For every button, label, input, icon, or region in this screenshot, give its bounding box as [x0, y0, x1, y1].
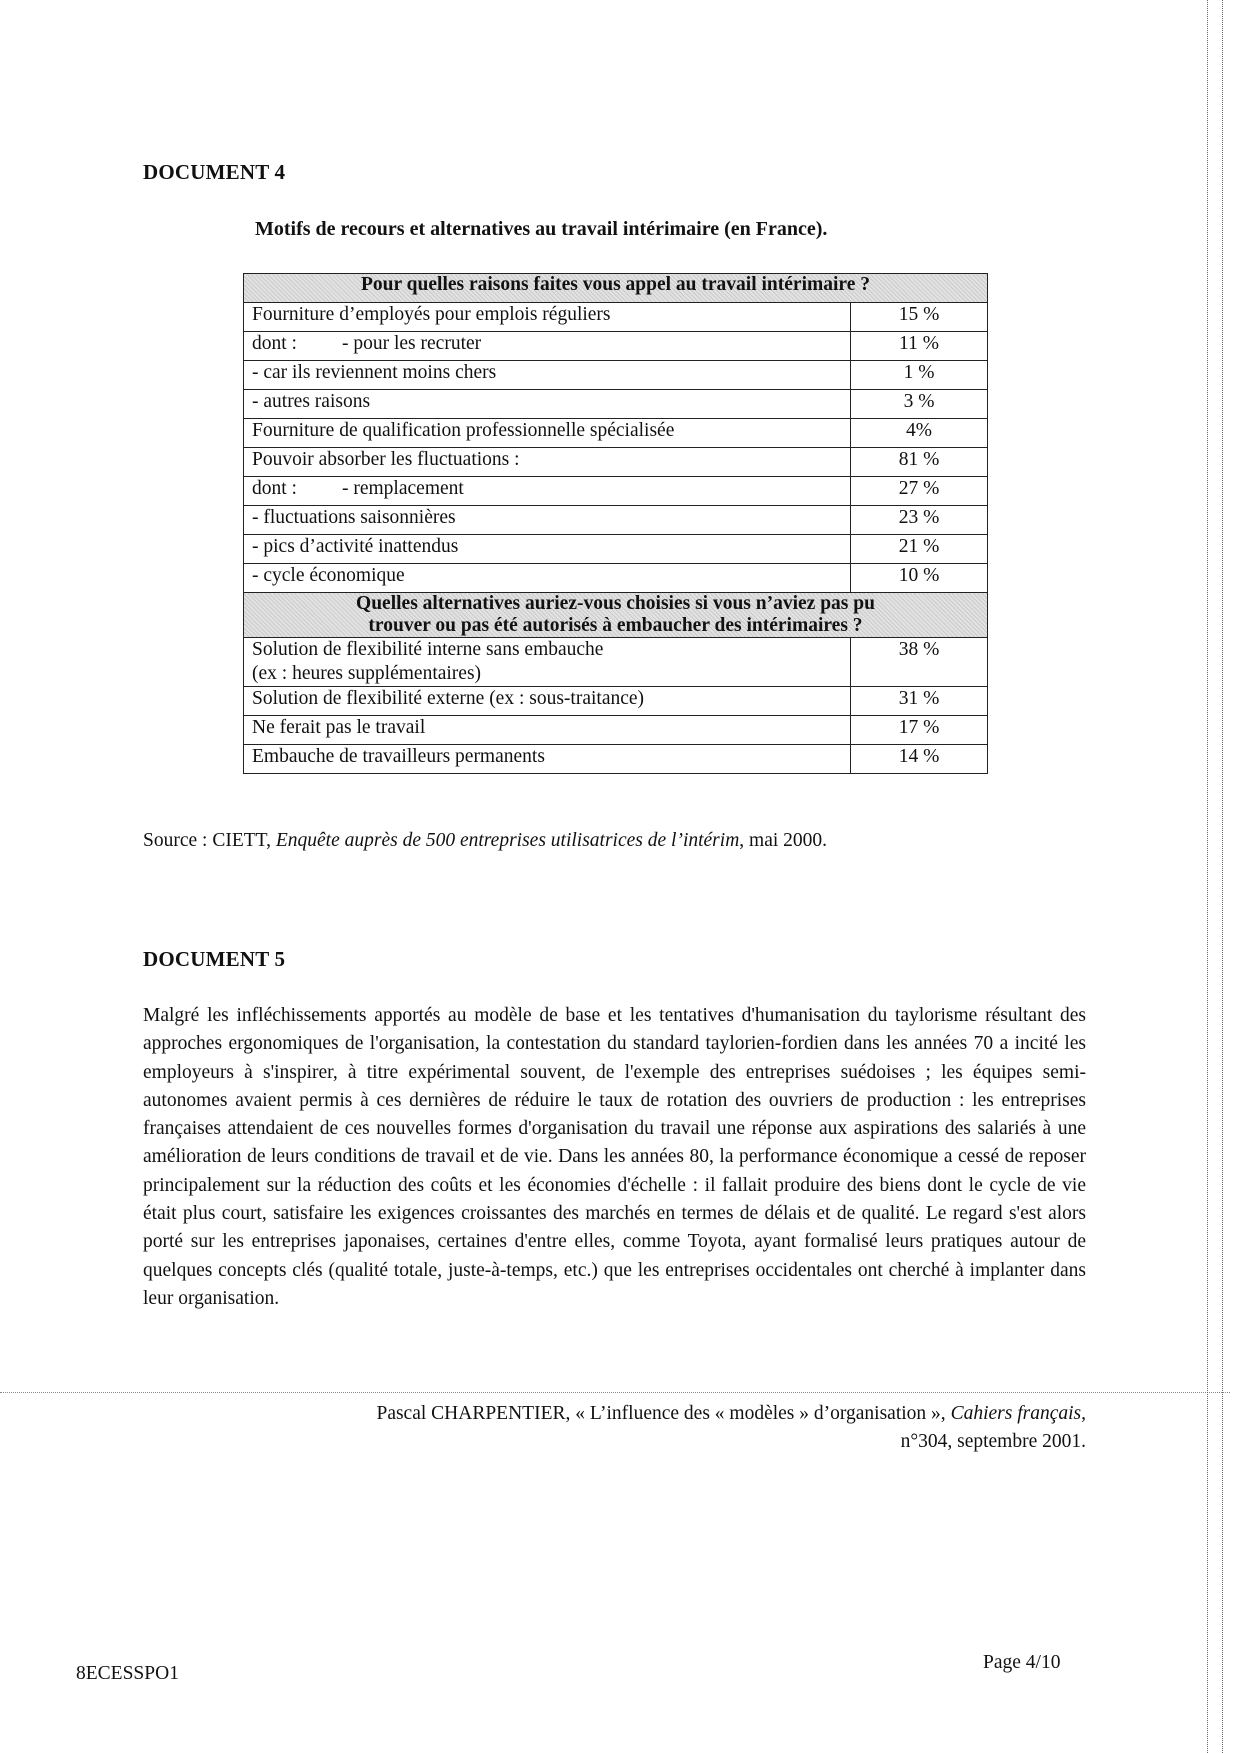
table-row — [244, 448, 988, 477]
row-label: Ne ferait pas le travail — [244, 716, 851, 745]
table-row — [244, 535, 988, 564]
table-row — [244, 716, 988, 745]
table-section-header — [244, 274, 988, 303]
row-label: - pour les recruter — [342, 333, 482, 354]
row-label: - cycle économique — [244, 564, 851, 593]
row-label: - remplacement — [342, 478, 464, 499]
row-value: 11 % — [851, 332, 988, 361]
row-label: - fluctuations saisonnières — [244, 506, 851, 535]
row-label: - autres raisons — [244, 390, 851, 419]
row-value: 10 % — [851, 564, 988, 593]
row-label: Solution de flexibilité externe (ex : sous-traitance) — [244, 687, 851, 716]
table-row — [244, 638, 988, 687]
table-row — [244, 687, 988, 716]
citation-issue: n°304, septembre 2001. — [900, 1431, 1086, 1452]
row-label-cell — [244, 332, 851, 361]
table-row — [244, 745, 988, 774]
row-label: Embauche de travailleurs permanents — [244, 745, 851, 774]
row-label: Fourniture d’employés pour emplois réguliers — [244, 303, 851, 332]
section-2-header-line-1: Quelles alternatives auriez-vous choisies si vous n’aviez pas pu — [356, 593, 875, 614]
table-row — [244, 303, 988, 332]
row-label-cell — [244, 638, 851, 687]
citation-line-1 — [376, 1400, 1086, 1428]
scan-margin-line — [1207, 0, 1208, 1753]
row-value: 3 % — [851, 390, 988, 419]
row-value: 38 % — [851, 638, 988, 687]
row-label-cell — [244, 477, 851, 506]
table-section-header — [244, 593, 988, 638]
row-value: 17 % — [851, 716, 988, 745]
survey-table — [243, 273, 988, 774]
document-4-source — [143, 830, 827, 852]
document-4-heading: DOCUMENT 4 — [143, 160, 286, 184]
document-4-title: Motifs de recours et alternatives au travail intérimaire (en France). — [255, 218, 828, 240]
document-5-heading: DOCUMENT 5 — [143, 947, 286, 971]
section-2-header-line-2: trouver ou pas été autorisés à embaucher des intérimaires ? — [368, 615, 863, 636]
row-value: 1 % — [851, 361, 988, 390]
table-row — [244, 361, 988, 390]
table-row — [244, 564, 988, 593]
row-value: 14 % — [851, 745, 988, 774]
citation-author: Pascal CHARPENTIER, « L’influence des « modèles » d’organisation », — [376, 1403, 951, 1424]
source-title: Enquête auprès de 500 entreprises utilisatrices de l’intérim — [275, 830, 740, 851]
table-row — [244, 390, 988, 419]
table-row — [244, 506, 988, 535]
row-value: 4% — [851, 419, 988, 448]
row-value: 21 % — [851, 535, 988, 564]
row-value: 81 % — [851, 448, 988, 477]
table-row — [244, 419, 988, 448]
row-value: 23 % — [851, 506, 988, 535]
page-number: Page 4/10 — [983, 1652, 1061, 1673]
row-label: Solution de flexibilité interne sans embauche — [252, 639, 604, 660]
section-2-header — [244, 593, 988, 638]
row-label: - car ils reviennent moins chers — [244, 361, 851, 390]
row-label: Fourniture de qualification professionnelle spécialisée — [244, 419, 851, 448]
row-value: 31 % — [851, 687, 988, 716]
section-1-header: Pour quelles raisons faites vous appel au travail intérimaire ? — [244, 274, 988, 303]
document-5-citation — [376, 1400, 1086, 1456]
scan-margin-line — [1222, 0, 1223, 1753]
source-prefix: Source : CIETT, — [143, 830, 276, 851]
footer-code: 8ECESSPO1 — [76, 1663, 179, 1684]
table-row — [244, 332, 988, 361]
row-label-continued: (ex : heures supplémentaires) — [252, 663, 482, 684]
row-label: - pics d’activité inattendus — [244, 535, 851, 564]
citation-journal: Cahiers français, — [950, 1403, 1086, 1424]
source-suffix: , mai 2000. — [739, 830, 828, 851]
row-value: 27 % — [851, 477, 988, 506]
dont-label: dont : — [252, 478, 297, 499]
dont-label: dont : — [252, 333, 297, 354]
row-value: 15 % — [851, 303, 988, 332]
document-5-text: Malgré les infléchissements apportés au modèle de base et les tentatives d'humanisation du taylorisme résultant des approches ergonomiques de l'organisation, la contestation du standard taylorien-fordien dans les années 70 a incité les employeurs à s'inspirer, à titre expérimental souvent, de l'exemple des entreprises suédoises ; les équipes semi-autonomes avaient permis à ces dernières de réduire le taux de rotation des ouvriers de production : les entreprises françaises attendaient de ces nouvelles formes d'organisation du travail une réponse aux aspirations des salariés à une amélioration de leurs conditions de travail et de vie. Dans les années 80, la performance économique a cessé de reposer principalement sur la réduction des coûts et les économies d'échelle : il fallait produire des biens dont le cycle de vie était plus court, satisfaire les exigences croissantes des marchés en termes de délais et de qualité. Le regard s'est alors porté sur les entreprises japonaises, certaines d'entre elles, comme Toyota, ayant formalisé leurs pratiques autour de quelques concepts clés (qualité totale, juste-à-temps, etc.) que les entreprises occidentales ont cherché à implanter dans leur organisation. — [143, 1005, 1086, 1309]
table-row — [244, 477, 988, 506]
row-label: Pouvoir absorber les fluctuations : — [244, 448, 851, 477]
divider — [0, 1392, 1230, 1393]
